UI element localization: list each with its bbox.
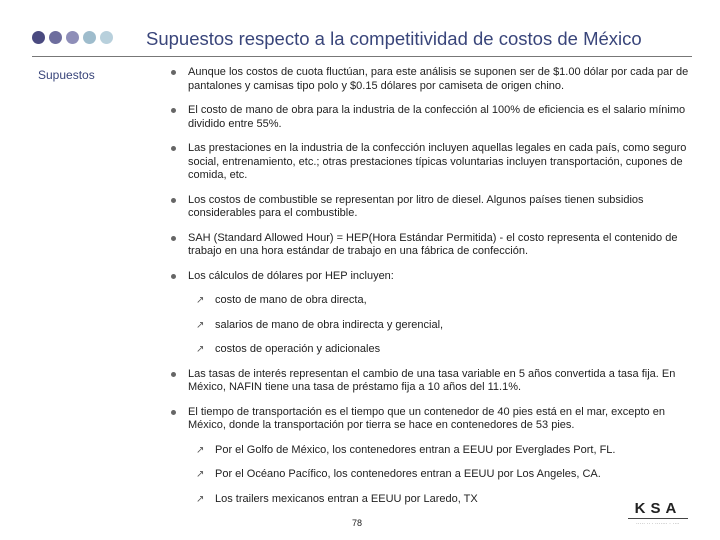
bullet-item xyxy=(170,194,690,221)
logo-underline xyxy=(628,518,688,519)
dot-3 xyxy=(66,31,79,44)
dot-5 xyxy=(100,31,113,44)
bullet-item xyxy=(170,270,690,284)
dot-2 xyxy=(49,31,62,44)
logo-tagline-mark: ····· ·· · ······· · ···· xyxy=(636,521,680,526)
arrow-icon: ↗ xyxy=(196,493,205,505)
sub-item xyxy=(170,319,690,333)
sub-item xyxy=(170,493,690,507)
bullet-text: SAH (Standard Allowed Hour) = HEP(Hora Estándar Permitida) - el costo representa el contenido de trabajo en una hora estándar de trabajo en una fábrica de confección. xyxy=(188,231,678,257)
logo-text: KSA xyxy=(634,500,682,517)
arrow-icon: ↗ xyxy=(196,344,205,355)
bullet-text: Los cálculos de dólares por HEP incluyen: xyxy=(188,269,394,282)
sub-item xyxy=(170,343,690,357)
bullet-dot-icon xyxy=(171,372,176,377)
bullet-dot-icon xyxy=(171,146,176,151)
title-divider xyxy=(32,56,692,57)
sidebar-label: Supuestos xyxy=(38,68,95,82)
sub-item xyxy=(170,468,690,482)
bullet-item xyxy=(170,232,690,259)
bullet-dot-icon xyxy=(171,274,176,279)
bullet-item xyxy=(170,406,690,433)
decorative-dots xyxy=(32,31,113,44)
sub-text: Por el Océano Pacífico, los contenedores entran a EEUU por Los Angeles, CA. xyxy=(215,468,601,480)
dot-1 xyxy=(32,31,45,44)
bullet-item xyxy=(170,66,690,93)
bullet-dot-icon xyxy=(171,198,176,203)
bullet-dot-icon xyxy=(171,410,176,415)
content-list xyxy=(170,66,690,517)
bullet-item xyxy=(170,368,690,395)
sub-text: Los trailers mexicanos entran a EEUU por Laredo, TX xyxy=(215,492,478,505)
sub-text: costo de mano de obra directa, xyxy=(215,294,367,306)
dot-4 xyxy=(83,31,96,44)
page-title: Supuestos respecto a la competitividad de costos de México xyxy=(146,28,642,49)
bullet-text: Las prestaciones en la industria de la confección incluyen aquellas legales en cada país, como seguro social, entrenamiento, etc.; otras prestaciones típicas voluntarias incluyen transportación, cupones de comida, etc. xyxy=(188,142,687,181)
bullet-text: El costo de mano de obra para la industria de la confección al 100% de eficiencia es el salario mínimo dividido entre 55%. xyxy=(188,104,686,130)
sub-text: Por el Golfo de México, los contenedores entran a EEUU por Everglades Port, FL. xyxy=(215,443,616,456)
arrow-icon: ↗ xyxy=(196,444,205,456)
arrow-icon: ↗ xyxy=(196,295,205,306)
bullet-dot-icon xyxy=(171,108,176,113)
arrow-icon: ↗ xyxy=(196,469,205,480)
sub-item xyxy=(170,444,690,458)
bullet-item xyxy=(170,104,690,131)
bullet-dot-icon xyxy=(171,70,176,75)
bullet-text: Los costos de combustible se representan por litro de diesel. Algunos países tienen subsidios considerables para el combustible. xyxy=(188,193,644,219)
bullet-text: Aunque los costos de cuota fluctúan, para este análisis se suponen ser de $1.00 dólar por cada par de pantalones y camisas tipo polo y $0.15 dólares por camiseta de origen chino. xyxy=(188,66,689,92)
sub-text: salarios de mano de obra indirecta y gerencial, xyxy=(215,318,444,331)
bullet-text: Las tasas de interés representan el cambio de una tasa variable en 5 años convertida a tasa fija. En México, NAFIN tiene una tasa de préstamo fija a 10 años del 11.1%. xyxy=(188,367,676,393)
sub-text: costos de operación y adicionales xyxy=(215,343,381,355)
bullet-dot-icon xyxy=(171,236,176,241)
arrow-icon: ↗ xyxy=(196,319,205,331)
page-number: 78 xyxy=(352,518,363,528)
bullet-item xyxy=(170,142,690,183)
sub-item xyxy=(170,294,690,308)
bullet-text: El tiempo de transportación es el tiempo que un contenedor de 40 pies está en el mar, excepto en México, donde la transportación por tierra se hace en contenedores de 53 pies. xyxy=(188,405,665,431)
ksa-logo xyxy=(628,500,688,526)
